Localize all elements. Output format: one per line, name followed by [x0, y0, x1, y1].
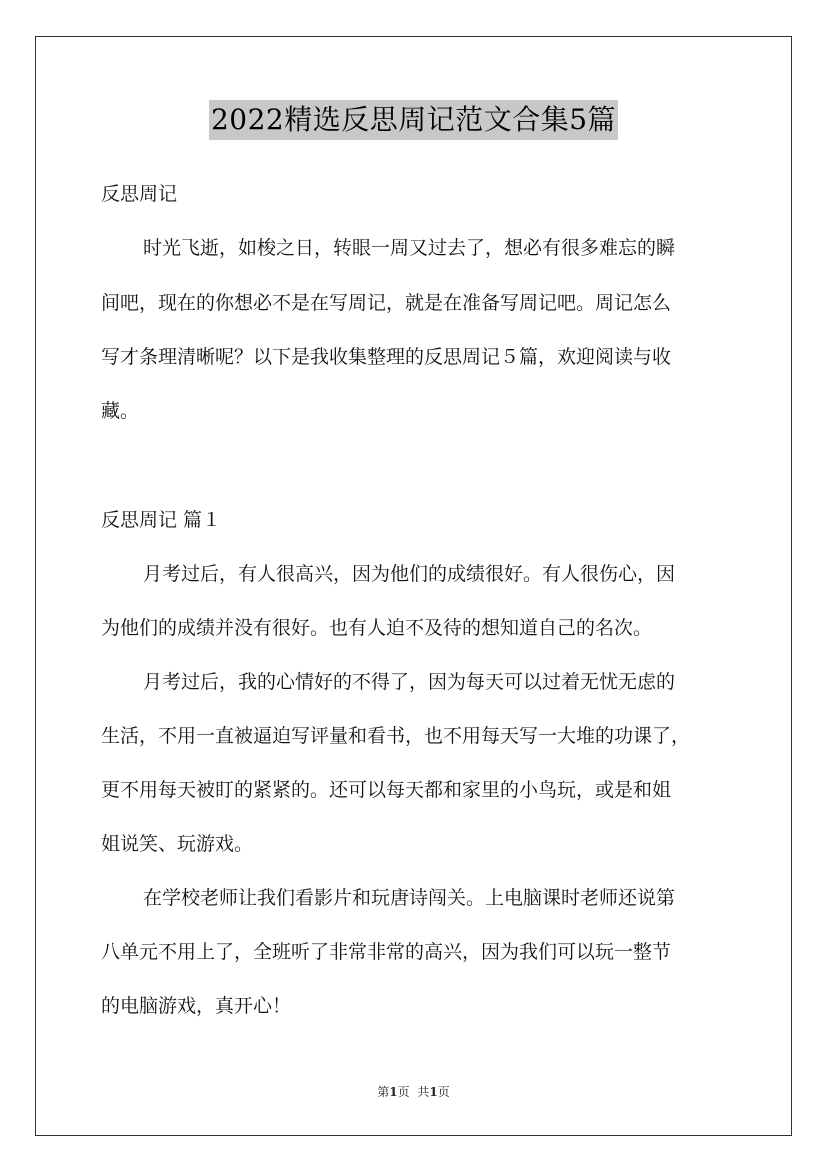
- total-prefix: 共: [417, 1085, 430, 1099]
- paragraph-line: 藏。: [101, 400, 140, 422]
- paragraph-line: 更不用每天被盯的紧紧的。还可以每天都和家里的小鸟玩，或是和姐: [101, 779, 672, 801]
- paragraph-line: 为他们的成绩并没有很好。也有人迫不及待的想知道自己的名次。: [101, 617, 653, 639]
- paragraph-line: 间吧，现在的你想必不是在写周记，就是在准备写周记吧。周记怎么: [101, 292, 672, 314]
- title-container: [0, 100, 827, 140]
- paragraph-line: 生活，不用一直被逼迫写评量和看书，也不用每天写一大堆的功课了，: [101, 725, 691, 747]
- paragraph-line: 时光飞逝，如梭之日，转眼一周又过去了，想必有很多难忘的瞬: [143, 237, 676, 259]
- paragraph-line: 的电脑游戏，真开心！: [101, 995, 292, 1017]
- total-suffix: 页: [437, 1085, 450, 1099]
- total-pages: 1: [429, 1085, 438, 1099]
- paragraph-line: 姐说笑、玩游戏。: [101, 833, 254, 855]
- paragraph-line: 月考过后，我的心情好的不得了，因为每天可以过着无忧无虑的: [143, 671, 676, 693]
- page-prefix: 第: [377, 1085, 390, 1099]
- paragraph-line: 在学校老师让我们看影片和玩唐诗闯关。上电脑课时老师还说第: [143, 887, 676, 909]
- paragraph-line: 八单元不用上了，全班听了非常非常的高兴，因为我们可以玩一整节: [101, 941, 672, 963]
- page-footer: [0, 1084, 827, 1100]
- page-number: 1: [389, 1085, 398, 1099]
- document-title: 2022精选反思周记范文合集5篇: [209, 100, 618, 140]
- section-heading: 反思周记 篇１: [101, 509, 222, 531]
- paragraph-line: 写才条理清晰呢？以下是我收集整理的反思周记５篇，欢迎阅读与收: [101, 346, 672, 368]
- section-heading: 反思周记: [101, 183, 178, 205]
- page-suffix: 页: [397, 1085, 410, 1099]
- paragraph-line: 月考过后，有人很高兴，因为他们的成绩很好。有人很伤心，因: [143, 563, 676, 585]
